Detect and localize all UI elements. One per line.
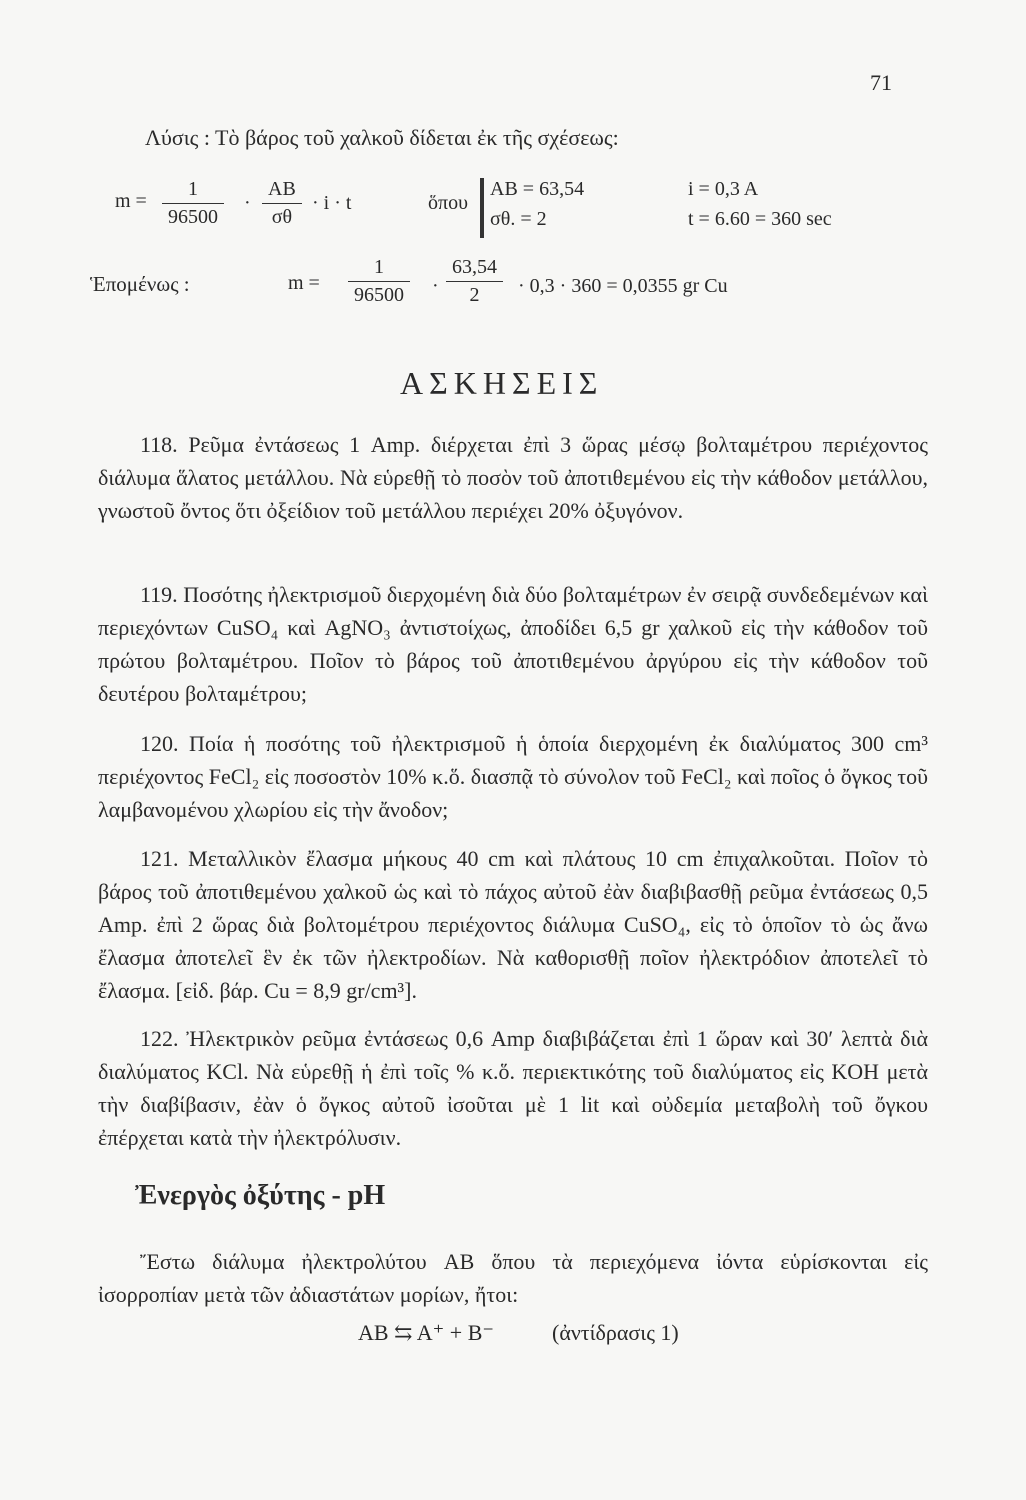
eq1-tail: · i · t (312, 192, 352, 214)
eq2-f2-den: 2 (469, 284, 480, 306)
eq1-c3: i = 0,3 A (688, 178, 759, 200)
exercise-text: 120. Ποία ἡ ποσότης τοῦ ἠλεκτρισμοῦ ἡ ὁποία διερχομένη ἐκ διαλύματος 300 cm³ περιέχοντος FeCl₂ εἰς ποσοστὸν 10% κ.ὅ. διασπᾷ τὸ σύνολον τοῦ FeCl₂ καὶ ποῖος ὁ ὄγκος τοῦ λαμβανομένου χλωρίου εἰς τὴν ἄνοδον; (98, 731, 928, 822)
eq2-fraction-1 (348, 256, 410, 307)
eq2-f1-den: 96500 (354, 284, 404, 306)
eq2-fraction-2 (446, 256, 503, 307)
eq1-c4: t = 6.60 = 360 sec (688, 208, 832, 230)
exercise-text: 122. Ἠλεκτρικὸν ρεῦμα ἐντάσεως 0,6 Amp διαβιβάζεται ἐπὶ 1 ὥραν καὶ 30′ λεπτὰ διὰ διαλύματος KCl. Νὰ εὑρεθῇ ἡ ἐπὶ τοῖς % κ.ὅ. περιεκτικότης τοῦ διαλύματος εἰς KOH μετὰ τὴν διαβίβασιν, ἐὰν ὁ ὄγκος αὐτοῦ ἰσοῦται μὲ 1 lit καὶ οὐδεμία μεταβολὴ τοῦ ὄγκου ἐπέρχεται κατὰ τὴν ἠλεκτρόλυσιν. (98, 1026, 928, 1150)
eq1-f2-den: σθ (271, 206, 293, 228)
eq2-m-label: m = (288, 272, 320, 294)
exercise-122 (98, 1022, 928, 1154)
exercise-121 (98, 842, 928, 1007)
reaction-label: (ἀντίδρασις 1) (552, 1320, 679, 1345)
exercise-text: 118. Ρεῦμα ἐντάσεως 1 Amp. διέρχεται ἐπὶ 3 ὥρας μέσῳ βολταμέτρου περιέχοντος διάλυμα ἅλατος μετάλλου. Νὰ εὑρεθῇ τὸ ποσὸν τοῦ ἀποτιθεμένου εἰς τὴν κάθοδον μετάλλου, γνωστοῦ ὄντος ὅτι ὀξείδιον τοῦ μετάλλου περιέχει 20% ὀξυγόνον. (98, 432, 928, 523)
eq1-dot: · (244, 192, 251, 214)
exercise-text: 121. Μεταλλικὸν ἔλασμα μήκους 40 cm καὶ πλάτους 10 cm ἐπιχαλκοῦται. Ποῖον τὸ βάρος τοῦ ἀποτιθεμένου χαλκοῦ ὡς καὶ τὸ πάχος αὐτοῦ ἐὰν διαβιβασθῇ ρεῦμα ἐντάσεως 0,5 Amp. ἐπὶ 2 ὥρας διὰ βολτομέτρου περιέχοντος διάλυμα CuSO₄, εἰς τὸ ὁποῖον τὸ ὡς ἄνω ἔλασμα ἀποτελεῖ ἓν ἐκ τῶν ἠλεκτροδίων. Νὰ καθορισθῇ ποῖον ἠλεκτρόδιον ἀποτελεῖ τὸ ἔλασμα. [εἰδ. βάρ. Cu = 8,9 gr/cm³]. (98, 846, 928, 1003)
exercise-120 (98, 727, 928, 826)
page-number: 71 (870, 70, 892, 95)
solution-intro: Λύσις : Τὸ βάρος τοῦ χαλκοῦ δίδεται ἐκ τῆς σχέσεως: (145, 125, 619, 150)
section-paragraph (98, 1245, 928, 1311)
eq1-f1-den: 96500 (168, 206, 218, 228)
section-text: Ἔστω διάλυμα ἠλεκτρολύτου AB ὅπου τὰ περιεχόμενα ἰόντα εὑρίσκονται εἰς ἰσορροπίαν μετὰ τῶν ἀδιαστάτων μορίων, ἤτοι: (98, 1249, 928, 1307)
eq2-f1-num: 1 (374, 256, 384, 278)
reaction-equation: AB ⇆ A⁺ + B⁻ (358, 1320, 494, 1345)
exercise-text: 119. Ποσότης ἠλεκτρισμοῦ διερχομένη διὰ δύο βολταμέτρων ἐν σειρᾷ συνδεδεμένων καὶ περιεχόντων CuSO₄ καὶ AgNO₃ ἀντιστοίχως, ἀποδίδει 6,5 gr χαλκοῦ εἰς τὴν κάθοδον τοῦ πρώτου βολταμέτρου. Ποῖον τὸ βάρος τοῦ ἀποτιθεμένου ἀργύρου εἰς τὴν κάθοδον τοῦ δευτέρου βολταμέτρου; (98, 582, 928, 706)
section-title: Ἐνεργὸς ὀξύτης - pH (135, 1180, 386, 1211)
eq1-fraction-1 (162, 178, 224, 229)
exercise-119 (98, 578, 928, 710)
eq1-f2-num: AB (268, 178, 296, 200)
eq1-where: ὅπου (428, 192, 468, 214)
eq1-c2: σθ. = 2 (490, 208, 547, 230)
eq1-fraction-2 (262, 178, 302, 229)
eq1-m-label: m = (115, 190, 147, 212)
eq1-brace (480, 178, 484, 238)
eq2-tail: · 0,3 · 360 = 0,0355 gr Cu (518, 275, 728, 297)
eq2-dot: · (432, 275, 439, 297)
eq1-f1-num: 1 (188, 178, 198, 200)
exercise-118 (98, 428, 928, 527)
exercises-heading: ΑΣΚΗΣΕΙΣ (400, 365, 604, 401)
eq2-label: Ἑπομένως : (90, 272, 190, 296)
eq2-f2-num: 63,54 (452, 256, 497, 278)
eq1-c1: AB = 63,54 (490, 178, 585, 200)
